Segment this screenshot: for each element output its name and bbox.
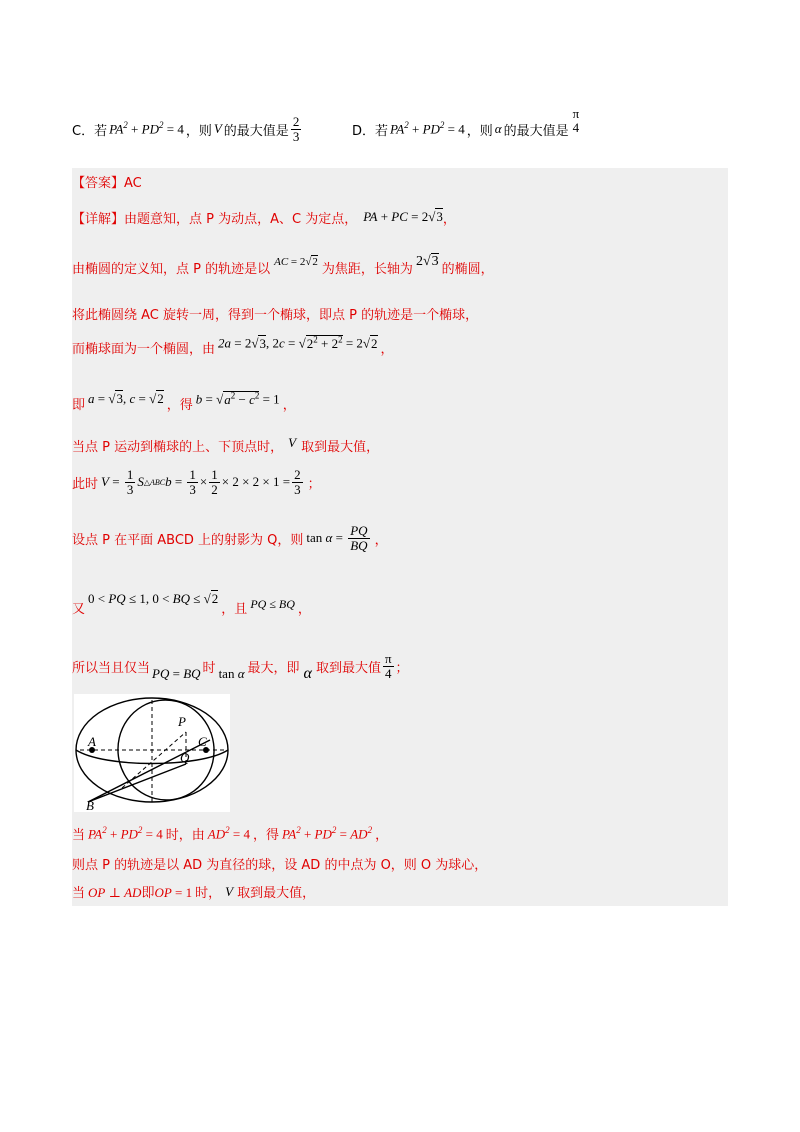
option-c-suffix: 的最大值是 [223,123,289,139]
label-p: P [178,714,186,729]
option-c-fraction: $\frac{2}{3}$ [292,113,300,144]
solution-line-10: 所以当且仅当 PQ = BQ 时 tan α 最大，即 α 取到最大值 $\frac{\pi}{4}$ ； [72,650,409,682]
option-c-condition: $PA^2 + PD^2 = 4$ [109,120,184,137]
math-major-axis: 2√3 [415,254,439,269]
solution-line-12: 则点 P 的轨迹是以 AD 为直径的球，设 AD 的中点为 O，则 O 为球心， [72,858,488,873]
ellipsoid-diagram [74,694,230,812]
ellipsoid-figure [74,694,230,812]
options-line [72,106,732,144]
math-pa-pd-ad: $PA^2 + PD^2 = AD^2$ [281,824,373,842]
var-v: V [288,434,297,450]
label-c: C [198,734,207,749]
math-volume: V = $\frac{1}{3}$ S △ABC b = $\frac{1}{3}$ × $\frac{1}{2}$ × 2 × 2 × 1 = $\frac{2}{3}$ [101,466,301,497]
var-alpha: α [303,665,312,682]
math-2a-2c: 2a = 2√3, $2c = √2^2 + 2^2 = 2√2$ [218,334,378,351]
math-ac: AC = 2√2 [274,256,318,268]
option-d-mid: ，则 [466,123,493,139]
math-tan-alpha: tan α = $\frac{PQ}{BQ}$ [306,522,368,553]
solution-line-4: 而椭球面为一个椭圆，由 2a = 2√3, $2c = √2^2 + 2^2 = 2√2$ ， [72,334,394,357]
math-ad: $AD^2 = 4$ [207,824,250,842]
option-c-var: V [213,121,222,136]
edge-b-q [88,764,186,802]
solution-line-3: 将此椭圆绕 AC 旋转一周，得到一个椭球，即点 P 的轨迹是一个椭球， [72,308,479,323]
math-pq-le-bq: PQ ≤ BQ [250,596,295,611]
answer-label: 【答案】AC [72,176,142,191]
solution-line-7: 此时 V = $\frac{1}{3}$ S △ABC b = $\frac{1}{3}$ × $\frac{1}{2}$ × 2 × 2 × 1 = $\frac{2}{3}$ ； [72,466,321,497]
math-a-c: a = √3, c = √2 [88,391,164,406]
detail-label: 【详解】 [72,211,125,227]
math-pa-pd: $PA^2 + PD^2 = 4$ [88,824,163,842]
var-v-2: V [225,883,234,899]
option-d [352,106,583,144]
math-b: $b = √a^2 - c^2 = 1$ [195,390,280,407]
option-d-label: D．若 [352,123,389,139]
option-d-suffix: 的最大值是 [503,123,569,139]
math-bounds: 0 < PQ ≤ 1, 0 < BQ ≤ √2 [88,591,219,606]
math-pq-eq-bq: PQ = BQ [152,666,201,681]
option-c [72,114,303,144]
solution-block [72,168,728,906]
answer-line [72,172,142,191]
solution-line-8: 设点 P 在平面 ABCD 上的射影为 Q，则 tan α = $\frac{PQ}{BQ}$ ， [72,522,388,553]
label-b: B [86,798,94,812]
option-d-condition: $PA^2 + PD^2 = 4$ [390,120,465,137]
option-c-mid: ，则 [185,123,212,139]
math-op: OP ⊥ AD即OP = 1 [88,885,193,901]
solution-line-1: 【详解】 由题意知，点 P 为动点，A、C 为定点， PA + PC = 2√3 ， [72,209,456,227]
math-tan: tan α [218,666,245,681]
solution-line-11: 当 $PA^2 + PD^2 = 4$ 时，由 $AD^2 = 4$ ，得 $PA^2 + PD^2 = AD^2$ ， [72,824,389,843]
label-q: Q [180,750,190,765]
solution-line-9: 又 0 < PQ ≤ 1, 0 < BQ ≤ √2 ，且 PQ ≤ BQ ， [72,591,311,617]
solution-line-13: 当 OP ⊥ AD即OP = 1 时， V 取到最大值， [72,883,316,901]
math-pa-pc: PA + PC = 2√3 [363,209,443,224]
label-a: A [88,734,96,749]
solution-line-2: 由椭圆的定义知，点 P 的轨迹是以 AC = 2√2 为焦距，长轴为 2√3 的椭圆， [72,254,494,277]
option-c-label: C．若 [72,123,108,139]
solution-line-5: 即 a = √3, c = √2 ，得 $b = √a^2 - c^2 = 1$ ， [72,390,296,413]
solution-line-6: 当点 P 运动到椭球的上、下顶点时， V 取到最大值， [72,434,380,455]
option-d-var: α [494,121,502,136]
frac-pi-4: $\frac{\pi}{4}$ [384,650,392,681]
option-d-fraction: π 4 [572,106,580,135]
